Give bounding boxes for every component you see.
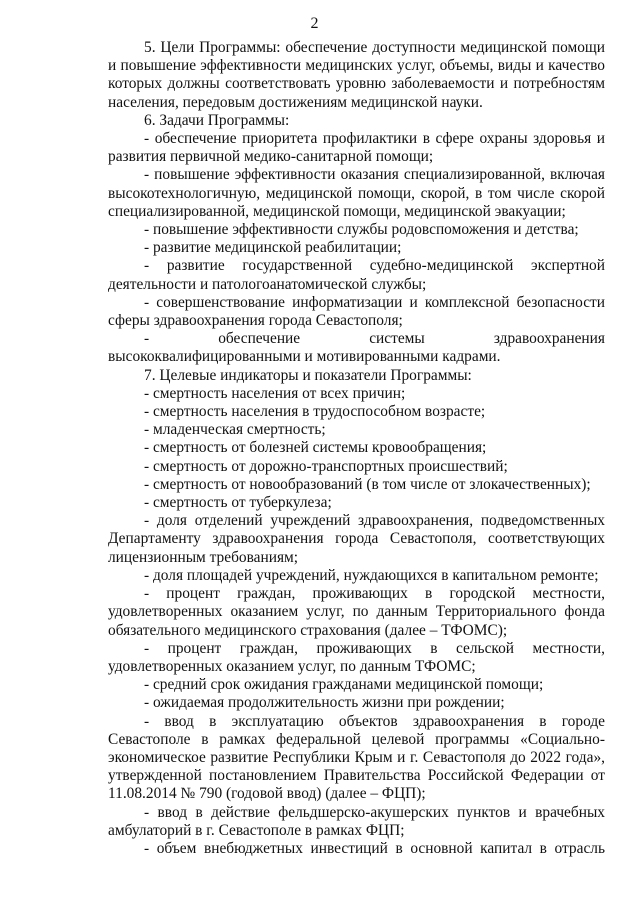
- indicator-item: - средний срок ожидания гражданами медицинской помощи;: [144, 676, 544, 694]
- indicator-item: - смертность от дорожно-транспортных происшествий;: [144, 457, 508, 475]
- indicator-item: - ожидаемая продолжительность жизни при рождении;: [144, 694, 505, 712]
- indicator-item: - доля площадей учреждений, нуждающихся в капитальном ремонте;: [144, 566, 599, 584]
- indicators-heading: 7. Целевые индикаторы и показатели Программы:: [144, 366, 472, 384]
- indicator-item: - процент граждан, проживающих в сельской местности, удовлетворенных оказанием услуг, по данным ТФОМС;: [108, 639, 605, 675]
- indicator-item: - смертность от болезней системы кровообращения;: [144, 439, 487, 457]
- indicator-item: - ввод в эксплуатацию объектов здравоохранения в городе Севастополе в рамках федеральной целевой программы «Социально-экономическое развитие Республики Крым и г. Севастополя до 2022 года», утвержденной постановлением Правительства Российской Федерации от 11.08.2014 № 790 (годовой ввод) (далее – ФЦП);: [108, 712, 605, 803]
- document-body: [108, 39, 605, 858]
- tasks-heading: 6. Задачи Программы:: [144, 111, 290, 129]
- indicator-item: - младенческая смертность;: [144, 421, 326, 439]
- indicator-item: - доля отделений учреждений здравоохранения, подведомственных Департаменту здравоохранения города Севастополя, соответствующих лицензионным требованиям;: [108, 512, 605, 566]
- indicator-item: - смертность населения в трудоспособном возрасте;: [144, 403, 486, 421]
- goals-paragraph: 5. Цели Программы: обеспечение доступности медицинской помощи и повышение эффективности медицинских услуг, объемы, виды и качество которых должны соответствовать уровню заболеваемости и потребностям населения, передовым достижениям медицинской науки.: [108, 39, 605, 111]
- indicator-item: - ввод в действие фельдшерско-акушерских пунктов и врачебных амбулаторий в г. Севастополе в рамках ФЦП;: [108, 803, 605, 839]
- indicator-item: - смертность от новообразований (в том числе от злокачественных);: [144, 475, 591, 493]
- indicator-item: - смертность от туберкулеза;: [144, 494, 332, 512]
- task-item: - повышение эффективности оказания специализированной, включая высокотехнологичную, медицинской помощи, скорой, в том числе скорой специализированной, медицинской помощи, медицинской эвакуации;: [108, 166, 605, 220]
- indicator-item: - смертность населения от всех причин;: [144, 384, 406, 402]
- task-item: - развитие государственной судебно-медицинской экспертной деятельности и патологоанатомической службы;: [108, 257, 605, 293]
- indicator-item: - объем внебюджетных инвестиций в основной капитал в отрасль: [144, 839, 605, 857]
- task-item: - развитие медицинской реабилитации;: [144, 239, 402, 257]
- indicator-item: - процент граждан, проживающих в городской местности, удовлетворенных оказанием услуг, по данным Территориального фонда обязательного медицинского страхования (далее – ТФОМС);: [108, 585, 605, 639]
- task-item: - совершенствование информатизации и комплексной безопасности сферы здравоохранения города Севастополя;: [108, 293, 605, 330]
- task-item: - обеспечение приоритета профилактики в сфере охраны здоровья и развития первичной медико-санитарной помощи;: [108, 130, 605, 166]
- task-item: - повышение эффективности службы родовспоможения и детства;: [144, 221, 579, 239]
- task-item: - обеспечение системы здравоохранения высококвалифицированными и мотивированными кадрами.: [108, 330, 605, 366]
- page-number: 2: [310, 15, 319, 32]
